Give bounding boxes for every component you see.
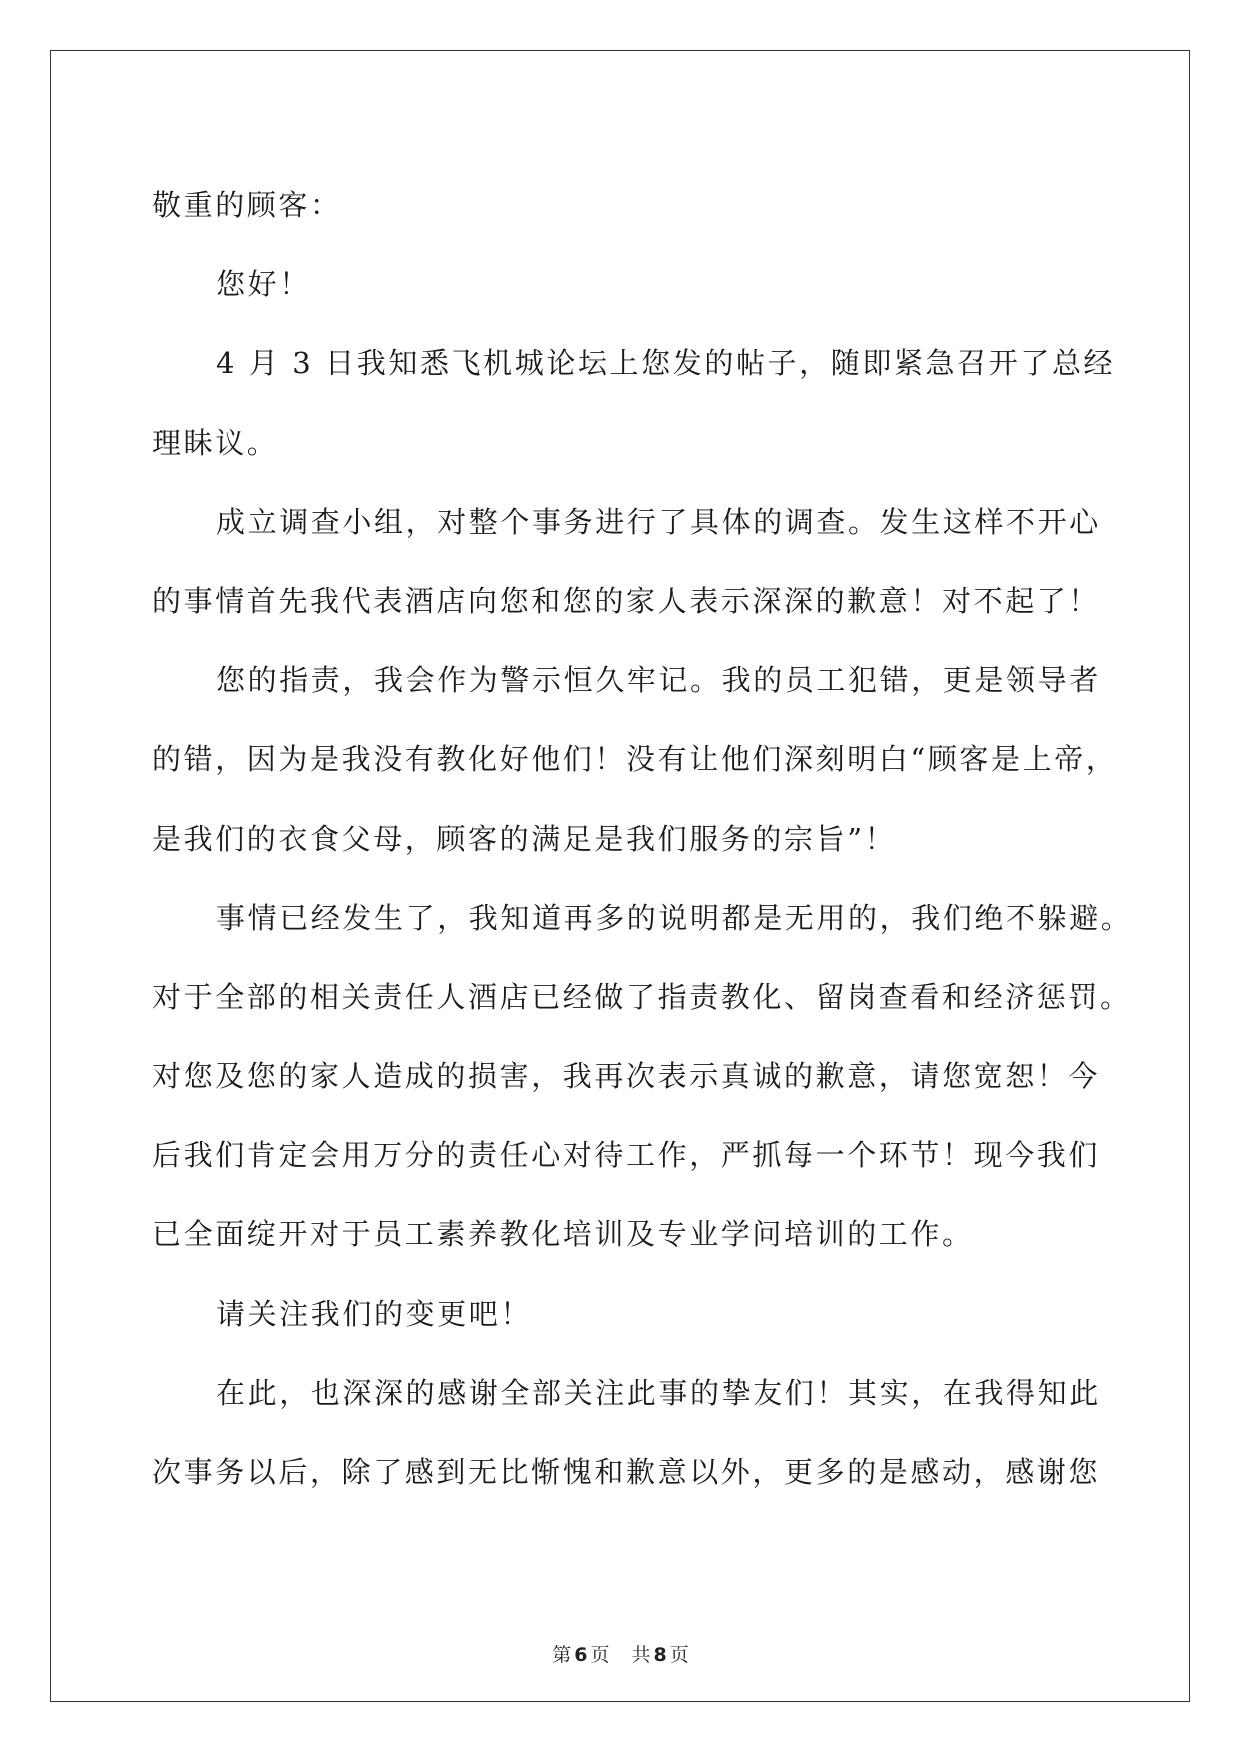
text-line-16: 在此，也深深的感谢全部关注此事的挚友们！其实，在我得知此 — [216, 1375, 1101, 1410]
document-body — [152, 166, 1133, 1512]
page-footer — [0, 1640, 1241, 1667]
text-line-1: 敬重的顾客： — [152, 188, 342, 222]
total-page-number: 8 — [653, 1644, 667, 1666]
text-line-5: 成立调查小组，对整个事务进行了具体的调查。发生这样不开心 — [216, 504, 1101, 539]
text-line-12: 对您及您的家人造成的损害，我再次表示真诚的歉意，请您宽恕！今 — [152, 1059, 1101, 1094]
total-prefix: 共 — [631, 1644, 651, 1666]
total-suffix: 页 — [669, 1644, 689, 1666]
page-prefix: 第 — [552, 1644, 572, 1666]
text-line-17: 次事务以后，除了感到无比惭愧和歉意以外，更多的是感动，感谢您 — [152, 1455, 1101, 1489]
text-line-13: 后我们肯定会用万分的责任心对待工作，严抓每一个环节！现今我们 — [152, 1138, 1101, 1173]
text-line-8: 的错，因为是我没有教化好他们！没有让他们深刻明白“顾客是上帝， — [152, 742, 1118, 777]
text-line-4: 理眛议。 — [152, 425, 279, 460]
text-line-11: 对于全部的相关责任人酒店已经做了指责教化、留岗查看和经济惩罚。 — [152, 979, 1132, 1014]
text-line-14: 已全面绽开对于员工素养教化培训及专业学问培训的工作。 — [152, 1217, 974, 1252]
text-line-15: 请关注我们的变更吧！ — [216, 1296, 533, 1331]
text-line-6: 的事情首先我代表酒店向您和您的家人表示深深的歉意！对不起了！ — [152, 583, 1101, 618]
text-line-7: 您的指责，我会作为警示恒久牢记。我的员工犯错，更是领导者 — [216, 663, 1101, 698]
text-line-2: 您好！ — [216, 267, 311, 302]
text-line-10: 事情已经发生了，我知道再多的说明都是无用的，我们绝不躲避。 — [216, 900, 1133, 935]
text-line-3: 4 月 3 日我知悉飞机城论坛上您发的帖子，随即紧急召开了总经 — [216, 346, 1116, 381]
page-suffix: 页 — [590, 1644, 610, 1666]
text-line-9: 是我们的衣食父母，顾客的满足是我们服务的宗旨”！ — [152, 821, 897, 856]
current-page-number: 6 — [574, 1644, 588, 1666]
